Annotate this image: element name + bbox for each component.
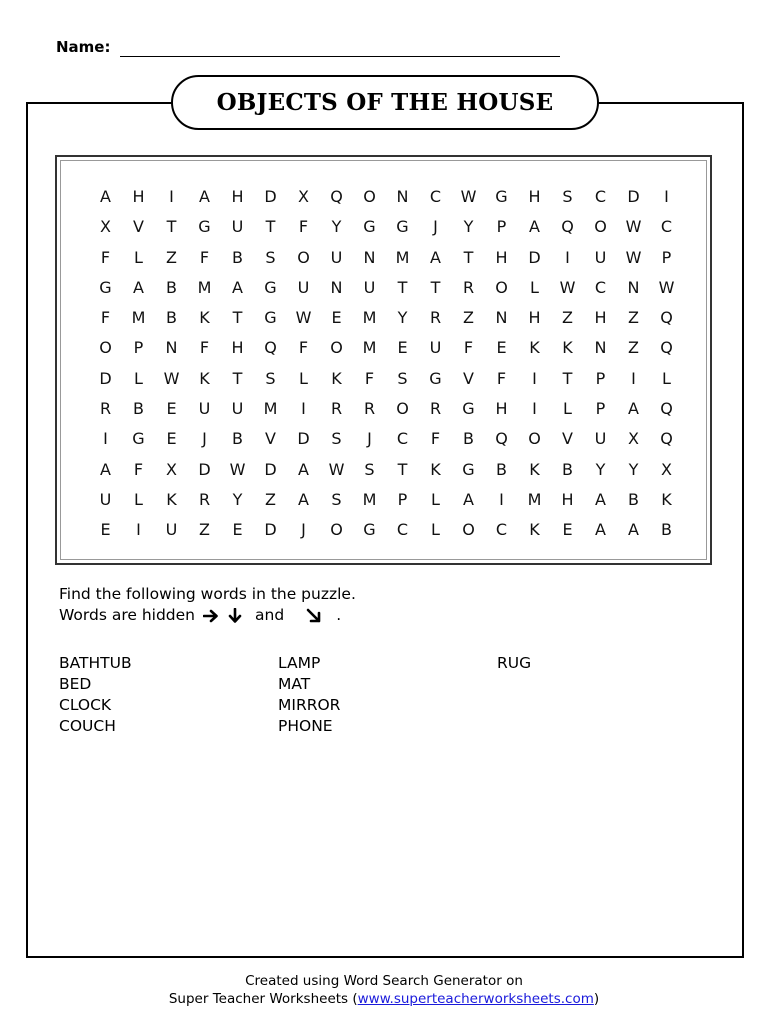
- grid-letter[interactable]: S: [331, 489, 342, 509]
- word-list: [59, 653, 719, 737]
- grid-letter[interactable]: O: [330, 338, 343, 358]
- grid-letter[interactable]: P: [397, 489, 408, 509]
- grid-letter[interactable]: U: [429, 338, 442, 358]
- grid-letter[interactable]: A: [430, 247, 441, 267]
- grid-letter[interactable]: D: [264, 187, 277, 206]
- grid-letter[interactable]: K: [430, 459, 441, 479]
- grid-letter[interactable]: H: [231, 338, 244, 358]
- grid-letter[interactable]: H: [495, 399, 508, 419]
- grid-letter[interactable]: L: [134, 489, 143, 509]
- grid-letter[interactable]: G: [462, 399, 475, 419]
- grid-letter[interactable]: Q: [660, 338, 673, 358]
- grid-letter[interactable]: D: [264, 520, 277, 540]
- grid-letter[interactable]: S: [364, 459, 375, 479]
- grid-letter[interactable]: E: [496, 338, 507, 358]
- grid-letter[interactable]: L: [431, 489, 440, 509]
- grid-letter[interactable]: H: [231, 187, 244, 206]
- grid-letter[interactable]: B: [463, 429, 474, 449]
- grid-letter[interactable]: B: [133, 399, 144, 419]
- grid-letter[interactable]: D: [264, 459, 277, 479]
- grid-letter[interactable]: R: [429, 308, 442, 328]
- grid-letter[interactable]: I: [532, 368, 537, 388]
- grid-letter[interactable]: E: [166, 429, 177, 449]
- grid-letter[interactable]: Q: [264, 338, 277, 358]
- grid-letter[interactable]: R: [429, 399, 442, 419]
- grid-letter[interactable]: I: [565, 247, 570, 267]
- word-item: RUG: [497, 654, 532, 672]
- grid-letter[interactable]: L: [134, 247, 143, 267]
- grid-letter[interactable]: X: [298, 187, 309, 206]
- grid-letter[interactable]: H: [528, 187, 541, 206]
- grid-letter[interactable]: R: [198, 489, 211, 509]
- instructions-prefix: Words are hidden: [59, 606, 196, 624]
- grid-letter[interactable]: K: [166, 489, 177, 509]
- grid-letter[interactable]: M: [362, 489, 377, 509]
- grid-letter[interactable]: A: [628, 399, 639, 419]
- grid-letter[interactable]: G: [495, 187, 508, 206]
- grid-letter[interactable]: O: [495, 277, 508, 297]
- grid-letter[interactable]: B: [628, 489, 639, 509]
- grid-letter[interactable]: A: [199, 187, 210, 206]
- grid-letter[interactable]: B: [496, 459, 507, 479]
- grid-letter[interactable]: R: [363, 399, 376, 419]
- name-line[interactable]: [120, 56, 560, 57]
- grid-letter[interactable]: A: [595, 520, 606, 540]
- grid-letter[interactable]: Z: [562, 308, 573, 328]
- word-item: MAT: [278, 675, 311, 693]
- grid-letter[interactable]: X: [661, 459, 672, 479]
- grid-letter[interactable]: T: [397, 277, 408, 297]
- grid-letter[interactable]: Q: [660, 399, 673, 419]
- grid-letter[interactable]: D: [528, 247, 541, 267]
- word-item: PHONE: [278, 717, 333, 735]
- grid-letter[interactable]: Z: [199, 520, 210, 540]
- grid-letter[interactable]: C: [396, 520, 409, 540]
- grid-letter[interactable]: S: [562, 187, 573, 206]
- grid-letter[interactable]: F: [298, 338, 309, 358]
- grid-letter[interactable]: I: [136, 520, 141, 540]
- grid-letter[interactable]: Q: [330, 187, 343, 206]
- grid-letter[interactable]: U: [231, 399, 244, 419]
- grid-letter[interactable]: O: [330, 520, 343, 540]
- grid-letter[interactable]: F: [430, 429, 441, 449]
- grid-letter[interactable]: P: [133, 338, 144, 358]
- grid-letter[interactable]: J: [367, 429, 372, 449]
- page-title: OBJECTS OF THE HOUSE: [216, 89, 554, 116]
- grid-letter[interactable]: E: [397, 338, 408, 358]
- grid-letter[interactable]: E: [232, 520, 243, 540]
- grid-letter[interactable]: Z: [628, 308, 639, 328]
- grid-letter[interactable]: H: [594, 308, 607, 328]
- grid-letter[interactable]: U: [231, 217, 244, 237]
- grid-letter[interactable]: W: [625, 247, 642, 267]
- word-column: [59, 653, 278, 737]
- grid-letter[interactable]: D: [627, 187, 640, 206]
- grid-letter[interactable]: K: [199, 308, 210, 328]
- grid-letter[interactable]: Q: [561, 217, 574, 237]
- grid-letter[interactable]: W: [658, 277, 675, 297]
- grid-letter[interactable]: P: [496, 217, 507, 237]
- grid-letter[interactable]: A: [298, 489, 309, 509]
- grid-letter[interactable]: X: [166, 459, 177, 479]
- grid-letter[interactable]: F: [364, 368, 375, 388]
- grid-letter[interactable]: I: [532, 399, 537, 419]
- grid-letter[interactable]: T: [265, 217, 276, 237]
- grid-letter[interactable]: L: [530, 277, 539, 297]
- grid-letter[interactable]: N: [594, 338, 607, 358]
- grid-letter[interactable]: F: [298, 217, 309, 237]
- grid-letter[interactable]: O: [462, 520, 475, 540]
- footer-line-1: Created using Word Search Generator on: [245, 973, 523, 989]
- grid-letter[interactable]: Z: [265, 489, 276, 509]
- grid-letter[interactable]: T: [562, 368, 573, 388]
- grid-letter[interactable]: Z: [463, 308, 474, 328]
- grid-letter[interactable]: Y: [331, 217, 342, 237]
- grid-letter[interactable]: M: [131, 308, 146, 328]
- grid-letter[interactable]: M: [362, 308, 377, 328]
- grid-letter[interactable]: E: [331, 308, 342, 328]
- grid-letter[interactable]: A: [100, 187, 111, 206]
- grid-letter[interactable]: K: [529, 338, 540, 358]
- grid-letter[interactable]: Q: [495, 429, 508, 449]
- grid-letter[interactable]: Z: [166, 247, 177, 267]
- grid-letter[interactable]: E: [166, 399, 177, 419]
- word-item: MIRROR: [278, 696, 341, 714]
- grid-letter[interactable]: F: [199, 247, 210, 267]
- grid-letter[interactable]: R: [330, 399, 343, 419]
- grid-letter[interactable]: T: [232, 368, 243, 388]
- grid-letter[interactable]: J: [301, 520, 306, 540]
- footer-suffix: ): [593, 991, 600, 1007]
- grid-letter[interactable]: C: [495, 520, 508, 540]
- grid-letter[interactable]: G: [396, 217, 409, 237]
- title-banner: [171, 75, 599, 130]
- grid-letter[interactable]: L: [563, 399, 572, 419]
- grid-letter[interactable]: U: [330, 247, 343, 267]
- grid-letter[interactable]: J: [433, 217, 438, 237]
- grid-letter[interactable]: V: [265, 429, 276, 449]
- grid-letter[interactable]: I: [631, 368, 636, 388]
- grid-letter[interactable]: D: [99, 368, 112, 388]
- grid-letter[interactable]: C: [396, 429, 409, 449]
- grid-letter[interactable]: E: [100, 520, 111, 540]
- grid-letter[interactable]: W: [328, 459, 345, 479]
- grid-letter[interactable]: N: [363, 247, 376, 267]
- grid-letter[interactable]: A: [232, 277, 243, 297]
- grid-letter[interactable]: W: [295, 308, 312, 328]
- word-column: [497, 653, 716, 737]
- grid-letter[interactable]: H: [495, 247, 508, 267]
- grid-letter[interactable]: F: [100, 308, 111, 328]
- footer-prefix: Super Teacher Worksheets (: [168, 991, 358, 1007]
- grid-letter[interactable]: O: [528, 429, 541, 449]
- grid-letter[interactable]: N: [396, 187, 409, 206]
- grid-letter[interactable]: A: [595, 489, 606, 509]
- grid-letter[interactable]: M: [527, 489, 542, 509]
- grid-letter[interactable]: Q: [660, 429, 673, 449]
- grid-letter[interactable]: W: [460, 187, 477, 206]
- grid-letter[interactable]: W: [229, 459, 246, 479]
- instructions-and: and: [255, 606, 285, 624]
- word-item: BED: [59, 675, 92, 693]
- grid-letter[interactable]: J: [202, 429, 207, 449]
- grid-letter[interactable]: P: [661, 247, 672, 267]
- arrow-down-icon: [227, 608, 243, 624]
- grid-letter[interactable]: A: [529, 217, 540, 237]
- grid-letter[interactable]: V: [562, 429, 573, 449]
- grid-letter[interactable]: K: [529, 520, 540, 540]
- grid-letter[interactable]: C: [594, 187, 607, 206]
- grid-letter[interactable]: C: [429, 187, 442, 206]
- word-item: CLOCK: [59, 696, 112, 714]
- instructions: [59, 584, 356, 626]
- grid-letter[interactable]: K: [661, 489, 672, 509]
- grid-letter[interactable]: N: [627, 277, 640, 297]
- grid-letter[interactable]: I: [169, 187, 174, 206]
- grid-letter[interactable]: D: [297, 429, 310, 449]
- grid-letter[interactable]: R: [99, 399, 112, 419]
- grid-letter[interactable]: F: [496, 368, 507, 388]
- grid-letter[interactable]: Y: [628, 459, 639, 479]
- grid-letter[interactable]: I: [664, 187, 669, 206]
- grid-letter[interactable]: A: [133, 277, 144, 297]
- grid-letter[interactable]: L: [662, 368, 671, 388]
- grid-letter[interactable]: I: [103, 429, 108, 449]
- grid-letter[interactable]: G: [462, 459, 475, 479]
- grid-letter[interactable]: F: [199, 338, 210, 358]
- grid-letter[interactable]: V: [133, 217, 144, 237]
- grid-letter[interactable]: A: [298, 459, 309, 479]
- grid-letter[interactable]: C: [660, 217, 673, 237]
- grid-letter[interactable]: B: [661, 520, 672, 540]
- grid-letter[interactable]: F: [133, 459, 144, 479]
- grid-letter[interactable]: S: [331, 429, 342, 449]
- grid-letter[interactable]: I: [301, 399, 306, 419]
- grid-letter[interactable]: P: [595, 368, 606, 388]
- grid-letter[interactable]: E: [562, 520, 573, 540]
- grid-letter[interactable]: V: [463, 368, 474, 388]
- grid-letter[interactable]: S: [265, 368, 276, 388]
- arrow-right-icon: [203, 609, 219, 623]
- grid-letter[interactable]: B: [166, 277, 177, 297]
- grid-letter[interactable]: G: [429, 368, 442, 388]
- grid-letter[interactable]: P: [595, 399, 606, 419]
- grid-letter[interactable]: L: [431, 520, 440, 540]
- grid-letter[interactable]: H: [561, 489, 574, 509]
- grid-letter[interactable]: Q: [660, 308, 673, 328]
- grid-letter[interactable]: U: [297, 277, 310, 297]
- grid-letter[interactable]: G: [132, 429, 145, 449]
- grid-letter[interactable]: N: [330, 277, 343, 297]
- instructions-line-1: Find the following words in the puzzle.: [59, 585, 356, 603]
- grid-letter[interactable]: G: [363, 520, 376, 540]
- grid-letter[interactable]: T: [166, 217, 177, 237]
- grid-letter[interactable]: U: [198, 399, 211, 419]
- grid-letter[interactable]: Z: [628, 338, 639, 358]
- grid-letter[interactable]: L: [134, 368, 143, 388]
- grid-letter[interactable]: X: [628, 429, 639, 449]
- grid-letter[interactable]: X: [100, 217, 111, 237]
- grid-letter[interactable]: C: [594, 277, 607, 297]
- grid-letter[interactable]: U: [363, 277, 376, 297]
- arrow-down-right-icon: [306, 608, 322, 624]
- grid-letter[interactable]: T: [232, 308, 243, 328]
- grid-letter[interactable]: W: [625, 217, 642, 237]
- grid-letter[interactable]: O: [396, 399, 409, 419]
- grid-letter[interactable]: T: [463, 247, 474, 267]
- instructions-suffix: .: [336, 606, 342, 624]
- word-item: COUCH: [59, 717, 116, 735]
- grid-letter[interactable]: N: [165, 338, 178, 358]
- grid-letter[interactable]: K: [331, 368, 342, 388]
- grid-letter[interactable]: D: [198, 459, 211, 479]
- grid-letter[interactable]: S: [265, 247, 276, 267]
- grid-letter[interactable]: A: [463, 489, 474, 509]
- word-item: LAMP: [278, 654, 321, 672]
- letter-grid: [89, 182, 683, 546]
- grid-letter[interactable]: M: [362, 338, 377, 358]
- grid-letter[interactable]: M: [197, 277, 212, 297]
- grid-letter[interactable]: O: [297, 247, 310, 267]
- word-item: BATHTUB: [59, 654, 132, 672]
- instructions-line-2: [59, 605, 356, 626]
- grid-letter[interactable]: M: [395, 247, 410, 267]
- footer-link[interactable]: www.superteacherworksheets.com: [357, 991, 594, 1007]
- grid-letter[interactable]: S: [397, 368, 408, 388]
- footer-line-2: [0, 990, 768, 1008]
- grid-letter[interactable]: G: [99, 277, 112, 297]
- grid-letter[interactable]: B: [232, 429, 243, 449]
- word-column: [278, 653, 497, 737]
- grid-letter[interactable]: A: [100, 459, 111, 479]
- grid-letter[interactable]: O: [594, 217, 607, 237]
- grid-letter[interactable]: Y: [463, 217, 474, 237]
- grid-letter[interactable]: I: [499, 489, 504, 509]
- grid-letter[interactable]: M: [263, 399, 278, 419]
- grid-letter[interactable]: N: [495, 308, 508, 328]
- grid-letter[interactable]: Y: [397, 308, 408, 328]
- grid-letter[interactable]: Y: [595, 459, 606, 479]
- name-label: Name:: [56, 38, 111, 56]
- grid-letter[interactable]: F: [463, 338, 474, 358]
- grid-letter[interactable]: O: [99, 338, 112, 358]
- grid-letter[interactable]: F: [100, 247, 111, 267]
- grid-letter[interactable]: K: [562, 338, 573, 358]
- grid-letter[interactable]: G: [264, 308, 277, 328]
- grid-letter[interactable]: U: [594, 247, 607, 267]
- grid-letter[interactable]: R: [462, 277, 475, 297]
- grid-letter[interactable]: B: [562, 459, 573, 479]
- grid-letter[interactable]: U: [99, 489, 112, 509]
- grid-letter[interactable]: A: [628, 520, 639, 540]
- grid-letter[interactable]: B: [166, 308, 177, 328]
- grid-letter[interactable]: H: [132, 187, 145, 206]
- grid-letter[interactable]: K: [529, 459, 540, 479]
- grid-letter[interactable]: L: [299, 368, 308, 388]
- grid-letter[interactable]: G: [363, 217, 376, 237]
- grid-letter[interactable]: G: [198, 217, 211, 237]
- grid-letter[interactable]: T: [430, 277, 441, 297]
- footer: [0, 972, 768, 1008]
- grid-letter[interactable]: U: [594, 429, 607, 449]
- grid-letter[interactable]: T: [397, 459, 408, 479]
- grid-letter[interactable]: W: [559, 277, 576, 297]
- grid-letter[interactable]: B: [232, 247, 243, 267]
- grid-letter[interactable]: O: [363, 187, 376, 206]
- grid-letter[interactable]: W: [163, 368, 180, 388]
- grid-letter[interactable]: H: [528, 308, 541, 328]
- grid-letter[interactable]: Y: [232, 489, 243, 509]
- grid-letter[interactable]: U: [165, 520, 178, 540]
- grid-letter[interactable]: G: [264, 277, 277, 297]
- grid-letter[interactable]: K: [199, 368, 210, 388]
